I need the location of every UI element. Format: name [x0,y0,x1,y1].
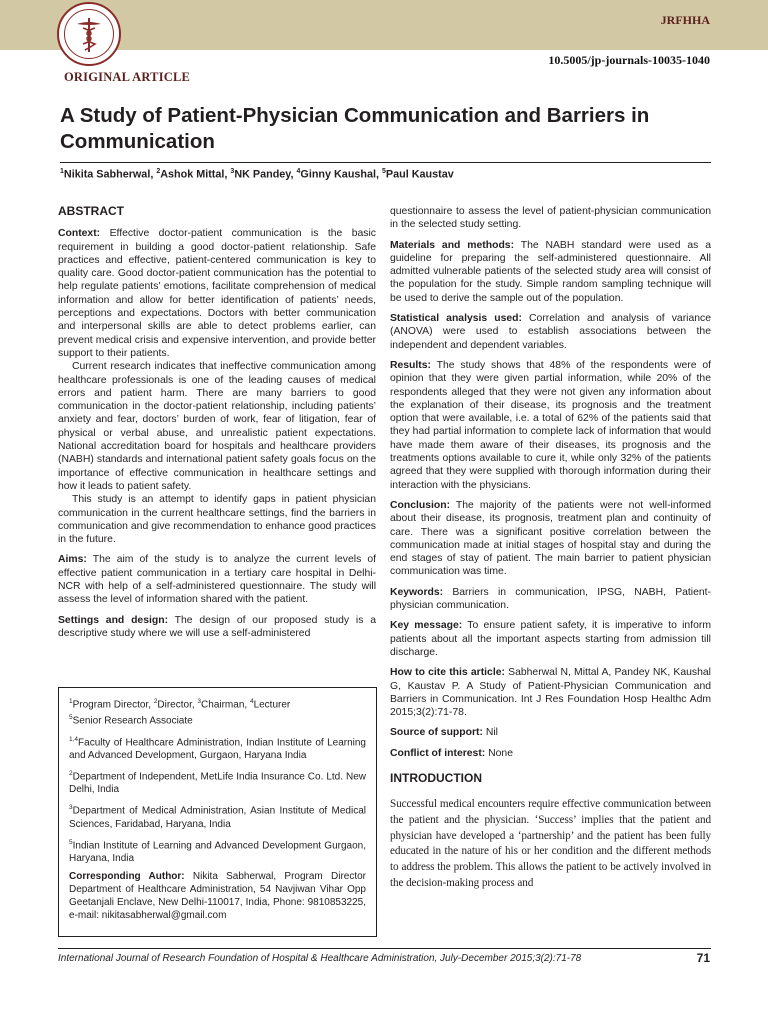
aims-label: Aims: [58,554,87,566]
aims-paragraph [58,553,376,606]
author-affiliation-marker: 3 [230,168,235,175]
abstract-left-column [58,205,376,647]
footer-citation: International Journal of Research Foundation of Hospital & Healthcare Administration, July-December 2015;3(2):71-78 [58,953,582,964]
author-name: Nikita Sabherwal, [63,168,157,181]
context-label: Context: [58,228,101,240]
author-affiliation-marker: 1 [60,168,64,175]
corresponding-author: Corresponding Author: Nikita Sabherwal, Program Director Department of Healthcare Administration, 54 Navjiwan Vihar Opp Geetanjali Enclave, New Delhi-110017, India, Phone: 9810853225, e-mail: nikitasabherwal@gmail.com [69,870,367,921]
context-text: Effective doctor-patient communication is the basic requirement in building a good doctor-patient relationship. Safe practices and effective, patient-centered communication is key to quality care. Good doctor-patient communication has the potential to help regulate patients’ emotions, facilitate comprehension of medical information and allow for better identification of patients’ needs, perceptions and expectations. Doctors with better communication and interpersonal skills are able to detect problems earlier, can prevent medical crisis and expensive intervention, and provide better support to their patients. [58,228,376,359]
keywords-paragraph: Keywords: Barriers in communication, IPSG, NABH, Patient-physician communication. [390,586,711,612]
support-paragraph: Source of support: Nil [390,727,498,739]
affiliation-3: $^3$Department of Medical Administration, Asian Institute of Medical Sciences, Faridabad, Haryana, India [69,804,366,830]
author-name: Ginny Kaushal, [300,168,383,181]
settings-paragraph [58,614,376,641]
affiliation-2: $^2$Department of Independent, MetLife India Insurance Co. Ltd. New Delhi, India [69,769,366,796]
author-name: NK Pandey, [234,168,297,181]
abstract-heading: ABSTRACT [58,204,124,218]
cite-paragraph: How to cite this article: Sabherwal N, Mittal A, Pandey NK, Kaushal G, Kaustav P. A Study of Patient-Physician Communication and Barriers in Communication. Int J Res Foundation Hosp Healthc Adm 2015;3(2):71-78. [390,667,711,719]
caduceus-icon [73,16,105,54]
author-list [60,168,454,181]
results-paragraph: Results: The study shows that 48% of the respondents were of opinion that they were given partial information, while 20% of the respondents alleged that they were not given any information about the explanation of their disease, its prognosis and the treatment option that were available, i.e. a total of 62% of the patients said that they had partial information to complete lack of information that would have made them aware of their diseases, its prognosis and the treatments options available to cure it, while only 32% of the patients agreed that they were supplied with thorough information during their interaction with the physicians. [390,359,711,491]
conclusion-paragraph: Conclusion: The majority of the patients were not well-informed about their disease, its prognosis, treatment plan and continuity of care. There was a significant positive correlation between the communication made at initial stages of hospital stay and during the end stages of stay of patient. The main barrier to patient physician communication was time. [390,499,711,578]
key-message-paragraph: Key message: To ensure patient safety, it is imperative to inform patients about all the important aspects starting from admission till discharge. [390,620,711,658]
author-affiliation-marker: 2 [156,168,161,175]
abstract-right-column [390,205,711,899]
author-name: Paul Kaustav [385,168,454,181]
settings-label: Settings and design: [58,614,169,626]
footer-rule [58,948,711,949]
article-type: ORIGINAL ARTICLE [64,70,191,84]
journal-abbrev: JRFHHA [660,13,710,27]
aims-text: The aim of the study is to analyze the current levels of effective patient communication in a tertiary care hospital in Delhi-NCR with help of a self-administered questionnaire. The study will assess the level of information shared with the patient. [58,554,376,606]
introduction-heading: INTRODUCTION [390,770,482,785]
conflict-paragraph: Conflict of interest: None [390,747,513,759]
article-title: A Study of Patient-Physician Communication and Barriers in Communication [60,104,650,153]
page-number: 71 [696,951,710,965]
stats-paragraph: Statistical analysis used: Correlation and analysis of variance (ANOVA) were used to establish associations between the independent and dependent variables. [390,313,711,351]
author-roles: $^1$Program Director, $^2$Director, $^3$Chairman, $^4$Lecturer $^5$Senior Research Associate [69,698,291,727]
doi: 10.5005/jp-journals-10035-1040 [548,53,710,67]
context-paragraph-3: This study is an attempt to identify gaps in patient physician communication in the current healthcare settings, find the barriers in communication and give recommendation to enhance good practices in the future. [58,494,376,546]
journal-logo [57,2,121,66]
title-rule [60,162,711,163]
context-paragraph [58,227,376,360]
settings-continued: questionnaire to assess the level of patient-physician communication in the selected study setting. [390,206,711,231]
author-affiliation-marker: 5 [382,168,386,175]
settings-text: The design of our proposed study is a descriptive study where we will use a self-administered [58,614,377,639]
affiliation-1-4: $^{1,4}$Faculty of Healthcare Administration, Indian Institute of Learning and Advanced Development, Gurgaon, Haryana India [69,735,366,761]
introduction-text: Successful medical encounters require effective communication between the patient and the physician. ‘Success’ implies that the patient and physician have developed a ‘partnership’ and the patient has been fully educated in the nature of his or her condition and the different methods to address the problem. This allows the patient to be actively involved in the decision-making process and [390,798,711,889]
author-name: Ashok Mittal, [160,168,231,181]
affiliation-5: $^5$Indian Institute of Learning and Advanced Development Gurgaon, Haryana, India [69,838,366,864]
methods-paragraph: Materials and methods: The NABH standard were used as a guideline for preparing the self-administered questionnaire. All admitted vulnerable patients of the selected study area will consist of the population for the study. Simple random sampling technique will be used to derive the sample out of the population. [390,239,711,304]
author-affiliation-marker: 4 [296,168,301,175]
affiliations-box [58,687,377,937]
context-paragraph-2: Current research indicates that ineffective communication among healthcare professionals is one of the leading causes of medical errors and patient harm. There are many barriers to good communication in the doctor-patient relationship, including patients’ anxiety and fear, doctors’ burden of work, fear of litigation, fear of physical or verbal abuse, and unrealistic patient expectations. National accreditation board for hospitals and healthcare providers (NABH) standards and international patient safety goals focus on the importance of effective communication in healthcare settings and how it leads to patient safety. [58,361,376,492]
